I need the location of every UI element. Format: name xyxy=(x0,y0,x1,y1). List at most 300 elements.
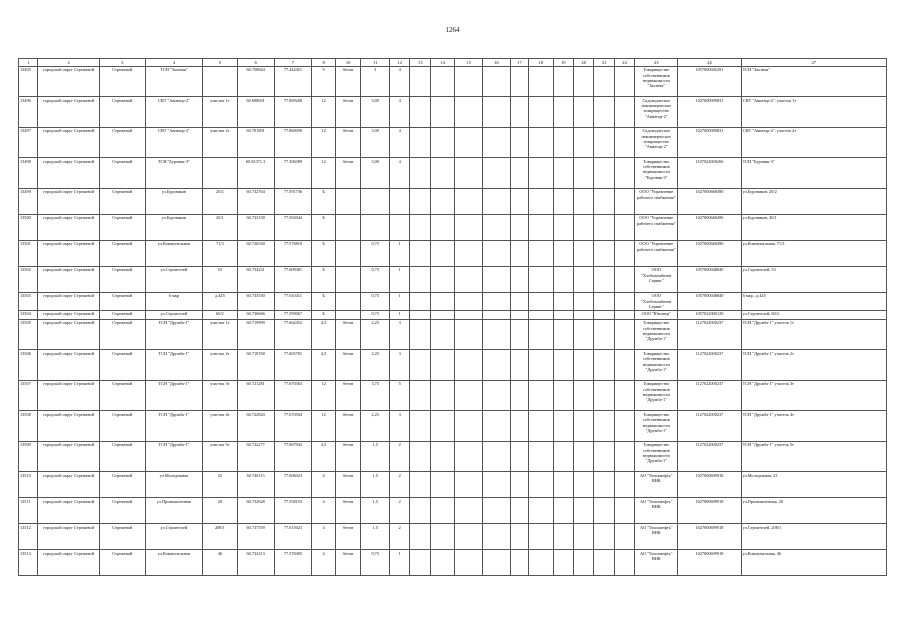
cell-addr: ТСН "Дружба-1" участок 5т xyxy=(741,441,886,472)
cell-street: ул.Молодежная xyxy=(145,472,202,498)
table-row xyxy=(19,266,887,292)
cell-empty xyxy=(573,411,593,442)
cell-empty xyxy=(573,319,593,350)
cell-empty xyxy=(529,266,554,292)
column-header: 14 xyxy=(430,59,455,67)
cell-cnt: 2 xyxy=(390,524,410,550)
cell-empty xyxy=(483,524,511,550)
cell-lat: 60.721281 xyxy=(237,380,274,411)
cell-surface: бетон xyxy=(335,472,361,498)
cell-empty xyxy=(614,310,634,319)
cell-id: 13511 xyxy=(19,498,38,524)
cell-empty xyxy=(410,158,430,189)
cell-empty xyxy=(529,292,554,310)
cell-empty xyxy=(510,266,528,292)
cell-district: городской округ Стрежевой xyxy=(38,550,99,576)
cell-id: 13508 xyxy=(19,411,38,442)
cell-cap: 2,25 xyxy=(361,411,390,442)
cell-lat: 60.722277 xyxy=(237,441,274,472)
cell-addr: ул.Промышленная, 20 xyxy=(741,498,886,524)
cell-empty xyxy=(430,266,455,292)
column-header: 24 xyxy=(678,59,741,67)
cell-empty xyxy=(430,214,455,240)
cell-street: ТСН "Дружба-1" xyxy=(145,380,202,411)
cell-surface: бетон xyxy=(335,411,361,442)
cell-empty xyxy=(455,350,483,381)
cell-empty xyxy=(410,214,430,240)
cell-street: ул.Буровиков xyxy=(145,188,202,214)
cell-area: 4,5 xyxy=(312,441,336,472)
cell-empty xyxy=(510,292,528,310)
cell-empty xyxy=(483,127,511,158)
cell-empty xyxy=(510,214,528,240)
cell-empty xyxy=(553,240,573,266)
cell-addr: ул.Строителей, 60/2 xyxy=(741,310,886,319)
table-row xyxy=(19,441,887,472)
cell-house: участок 2т xyxy=(203,127,238,158)
column-header: 10 xyxy=(335,59,361,67)
column-header: 23 xyxy=(635,59,678,67)
cell-ogrn: 1057000048849 xyxy=(678,266,741,292)
cell-empty xyxy=(410,292,430,310)
cell-surface: бетон xyxy=(335,498,361,524)
cell-area: 4 xyxy=(312,524,336,550)
cell-cnt: 4 xyxy=(390,66,410,97)
cell-lon: 77.558193 xyxy=(274,498,312,524)
cell-cnt: 2 xyxy=(390,441,410,472)
cell-ogrn: 1027000699918 xyxy=(678,472,741,498)
cell-empty xyxy=(529,97,554,128)
cell-surface xyxy=(335,310,361,319)
cell-addr: ул.Молодежная, 23 xyxy=(741,472,886,498)
cell-ogrn: 1027000668490 xyxy=(678,240,741,266)
cell-empty xyxy=(455,472,483,498)
cell-id: 13497 xyxy=(19,127,38,158)
cell-empty xyxy=(430,350,455,381)
cell-cnt: 2 xyxy=(390,472,410,498)
cell-empty xyxy=(594,292,614,310)
table-row xyxy=(19,472,887,498)
cell-district: городской округ Стрежевой xyxy=(38,411,99,442)
cell-cnt: 1 xyxy=(390,266,410,292)
cell-cap xyxy=(361,188,390,214)
cell-empty xyxy=(483,97,511,128)
cell-empty xyxy=(510,240,528,266)
table-row xyxy=(19,380,887,411)
cell-empty xyxy=(529,550,554,576)
cell-district: городской округ Стрежевой xyxy=(38,472,99,498)
cell-empty xyxy=(573,188,593,214)
cell-lon: 77.609381 xyxy=(274,266,312,292)
cell-empty xyxy=(529,411,554,442)
column-header: 4 xyxy=(145,59,202,67)
cell-id: 13495 xyxy=(19,66,38,97)
cell-empty xyxy=(529,158,554,189)
cell-house: участок 4т xyxy=(203,411,238,442)
cell-empty xyxy=(455,310,483,319)
cell-lat: 60.81371.3 xyxy=(237,158,274,189)
cell-empty xyxy=(483,380,511,411)
cell-empty xyxy=(410,266,430,292)
cell-lat: 60.737559 xyxy=(237,524,274,550)
table-row xyxy=(19,310,887,319)
table-row xyxy=(19,127,887,158)
cell-empty xyxy=(529,66,554,97)
cell-ogrn: 1027000668490 xyxy=(678,188,741,214)
cell-empty xyxy=(430,441,455,472)
cell-surface: бетон xyxy=(335,441,361,472)
cell-cap: 0,75 xyxy=(361,266,390,292)
cell-empty xyxy=(483,411,511,442)
cell-lat: 60.736666 xyxy=(237,310,274,319)
cell-street: 6 мкр xyxy=(145,292,202,310)
cell-empty xyxy=(529,472,554,498)
cell-cnt: 3 xyxy=(390,350,410,381)
cell-area: Б xyxy=(312,240,336,266)
cell-lat: 60.734231 xyxy=(237,266,274,292)
cell-street: ул.Строителей xyxy=(145,524,202,550)
cell-lon: 77.610411 xyxy=(274,292,312,310)
cell-city: Стрежевой xyxy=(99,158,145,189)
cell-empty xyxy=(614,319,634,350)
cell-district: городской округ Стрежевой xyxy=(38,310,99,319)
cell-empty xyxy=(455,240,483,266)
column-header: 12 xyxy=(390,59,410,67)
column-header: 6 xyxy=(237,59,274,67)
cell-cnt: 1 xyxy=(390,310,410,319)
cell-surface: бетон xyxy=(335,97,361,128)
cell-district: городской округ Стрежевой xyxy=(38,319,99,350)
cell-empty xyxy=(594,380,614,411)
cell-lon: 77.670504 xyxy=(274,411,312,442)
cell-empty xyxy=(614,127,634,158)
cell-empty xyxy=(529,350,554,381)
cell-empty xyxy=(594,498,614,524)
cell-cnt: 4 xyxy=(390,127,410,158)
cell-empty xyxy=(553,498,573,524)
cell-id: 13509 xyxy=(19,441,38,472)
cell-id: 13502 xyxy=(19,266,38,292)
cell-empty xyxy=(430,66,455,97)
cell-empty xyxy=(483,66,511,97)
cell-ogrn: 1057000048849 xyxy=(678,292,741,310)
cell-city: Стрежевой xyxy=(99,319,145,350)
cell-id: 13512 xyxy=(19,524,38,550)
cell-empty xyxy=(573,441,593,472)
cell-empty xyxy=(410,127,430,158)
cell-empty xyxy=(510,188,528,214)
cell-street: СНТ "Авиатор-2" xyxy=(145,127,202,158)
cell-empty xyxy=(410,350,430,381)
cell-cap: 1,5 xyxy=(361,441,390,472)
cell-cnt xyxy=(390,188,410,214)
cell-city: Стрежевой xyxy=(99,266,145,292)
cell-city: Стрежевой xyxy=(99,127,145,158)
cell-street: ТСН "Дружба-1" xyxy=(145,350,202,381)
cell-empty xyxy=(410,411,430,442)
cell-cnt xyxy=(390,214,410,240)
cell-empty xyxy=(529,498,554,524)
cell-cap: 3,00 xyxy=(361,158,390,189)
cell-district: городской округ Стрежевой xyxy=(38,66,99,97)
cell-lon: 77.592044 xyxy=(274,214,312,240)
cell-empty xyxy=(614,266,634,292)
cell-empty xyxy=(614,472,634,498)
cell-empty xyxy=(483,472,511,498)
cell-ogrn: 1127022000237 xyxy=(678,319,741,350)
cell-city: Стрежевой xyxy=(99,188,145,214)
cell-district: городской округ Стрежевой xyxy=(38,240,99,266)
cell-ogrn: 1127022000237 xyxy=(678,380,741,411)
cell-empty xyxy=(410,319,430,350)
cell-house: 208/1 xyxy=(203,524,238,550)
cell-addr: ул.Буровиков, 20/2 xyxy=(741,188,886,214)
cell-cnt: 4 xyxy=(390,97,410,128)
cell-id: 13501 xyxy=(19,240,38,266)
cell-cap: 1,5 xyxy=(361,498,390,524)
cell-empty xyxy=(573,498,593,524)
cell-empty xyxy=(614,240,634,266)
cell-id: 13499 xyxy=(19,188,38,214)
cell-empty xyxy=(594,472,614,498)
cell-empty xyxy=(410,310,430,319)
cell-empty xyxy=(553,292,573,310)
cell-area: Б xyxy=(312,188,336,214)
cell-empty xyxy=(573,292,593,310)
cell-lon: 77.306389 xyxy=(274,158,312,189)
cell-lon: 77.442451 xyxy=(274,66,312,97)
cell-cnt: 3 xyxy=(390,319,410,350)
cell-city: Стрежевой xyxy=(99,380,145,411)
cell-street: ул.Строителей xyxy=(145,266,202,292)
column-header: 17 xyxy=(510,59,528,67)
cell-lat: 60.719999 xyxy=(237,319,274,350)
cell-empty xyxy=(455,524,483,550)
cell-addr: ул.Строителей, 53 xyxy=(741,266,886,292)
cell-empty xyxy=(529,380,554,411)
cell-empty xyxy=(573,310,593,319)
cell-empty xyxy=(594,127,614,158)
cell-id: 13496 xyxy=(19,97,38,128)
cell-empty xyxy=(594,266,614,292)
cell-empty xyxy=(410,97,430,128)
cell-area: 12 xyxy=(312,411,336,442)
cell-empty xyxy=(614,411,634,442)
cell-empty xyxy=(455,411,483,442)
cell-area: 4,5 xyxy=(312,350,336,381)
cell-area: 4 xyxy=(312,550,336,576)
cell-empty xyxy=(410,240,430,266)
cell-surface xyxy=(335,266,361,292)
cell-empty xyxy=(553,214,573,240)
cell-house: участок 1т xyxy=(203,97,238,128)
cell-empty xyxy=(455,188,483,214)
cell-cap: 2,25 xyxy=(361,350,390,381)
cell-empty xyxy=(594,550,614,576)
cell-id: 13500 xyxy=(19,214,38,240)
cell-id: 13506 xyxy=(19,350,38,381)
cell-lon: 77.591736 xyxy=(274,188,312,214)
cell-district: городской округ Стрежевой xyxy=(38,97,99,128)
cell-lat: 60.722820 xyxy=(237,411,274,442)
cell-empty xyxy=(483,441,511,472)
cell-area: 12 xyxy=(312,380,336,411)
cell-cnt: 2 xyxy=(390,498,410,524)
cell-empty xyxy=(510,498,528,524)
column-header: 18 xyxy=(529,59,554,67)
cell-cnt: 1 xyxy=(390,240,410,266)
cell-empty xyxy=(553,310,573,319)
cell-addr: ул.Коммунальная, 46 xyxy=(741,550,886,576)
cell-cap: 0,75 xyxy=(361,240,390,266)
cell-lon: 77.576818 xyxy=(274,240,312,266)
cell-city: Стрежевой xyxy=(99,524,145,550)
cell-empty xyxy=(483,319,511,350)
cell-area: Б xyxy=(312,310,336,319)
cell-addr: ул.Коммунальная, 71/3 xyxy=(741,240,886,266)
cell-lat: 60.701891 xyxy=(237,127,274,158)
cell-empty xyxy=(510,97,528,128)
cell-lat: 60.698601 xyxy=(237,97,274,128)
cell-empty xyxy=(483,310,511,319)
cell-owner: АО "Томскнефть" ВНК xyxy=(635,524,678,550)
column-header: 15 xyxy=(455,59,483,67)
cell-owner: АО "Томскнефть" ВНК xyxy=(635,472,678,498)
cell-empty xyxy=(614,441,634,472)
cell-empty xyxy=(510,550,528,576)
cell-addr: ТСН "Буровик-3" xyxy=(741,158,886,189)
cell-empty xyxy=(410,188,430,214)
cell-cap: 3,00 xyxy=(361,97,390,128)
cell-empty xyxy=(510,411,528,442)
cell-district: городской округ Стрежевой xyxy=(38,498,99,524)
cell-empty xyxy=(510,127,528,158)
cell-house xyxy=(203,158,238,189)
cell-city: Стрежевой xyxy=(99,498,145,524)
cell-city: Стрежевой xyxy=(99,411,145,442)
cell-city: Стрежевой xyxy=(99,441,145,472)
cell-district: городской округ Стрежевой xyxy=(38,158,99,189)
cell-owner: Товарищество собственников недвижимости "Дружба-1" xyxy=(635,441,678,472)
cell-empty xyxy=(430,550,455,576)
cell-district: городской округ Стрежевой xyxy=(38,127,99,158)
column-header: 2 xyxy=(38,59,99,67)
cell-empty xyxy=(510,310,528,319)
cell-id: 13504 xyxy=(19,310,38,319)
cell-empty xyxy=(455,380,483,411)
cell-id: 13507 xyxy=(19,380,38,411)
cell-empty xyxy=(594,214,614,240)
cell-empty xyxy=(510,350,528,381)
cell-empty xyxy=(430,158,455,189)
cell-lon: 77.670363 xyxy=(274,380,312,411)
cell-street: ТСН "Дружба-1" xyxy=(145,411,202,442)
cell-lon: 77.615023 xyxy=(274,524,312,550)
cell-ogrn: 1027000699918 xyxy=(678,498,741,524)
cell-street: ул.Строителей xyxy=(145,310,202,319)
cell-owner: ООО "Управление рабочего снабжения" xyxy=(635,188,678,214)
cell-cap: 3,75 xyxy=(361,380,390,411)
table-row xyxy=(19,524,887,550)
cell-owner: Товарищество собственников недвижимости "Дружба-1" xyxy=(635,319,678,350)
cell-district: городской округ Стрежевой xyxy=(38,266,99,292)
cell-surface: бетон xyxy=(335,66,361,97)
cell-street: ул.Коммунальная xyxy=(145,240,202,266)
cell-empty xyxy=(573,240,593,266)
cell-house: участок 2т xyxy=(203,350,238,381)
column-header: 1 xyxy=(19,59,38,67)
cell-owner: ООО "Управление рабочего снабжения" xyxy=(635,214,678,240)
cell-area: 9 xyxy=(312,66,336,97)
cell-empty xyxy=(614,550,634,576)
cell-street: ул.Буровиков xyxy=(145,214,202,240)
cell-empty xyxy=(573,350,593,381)
table-row xyxy=(19,240,887,266)
table-row xyxy=(19,97,887,128)
column-header: 11 xyxy=(361,59,390,67)
cell-house: участок 5т xyxy=(203,441,238,472)
registry-table xyxy=(18,58,887,576)
cell-empty xyxy=(410,550,430,576)
column-header: 5 xyxy=(203,59,238,67)
cell-owner: Садоводческое некоммерческое товарищество "Авиатор-2" xyxy=(635,127,678,158)
column-header: 8 xyxy=(312,59,336,67)
cell-empty xyxy=(455,127,483,158)
cell-house: участок 3т xyxy=(203,380,238,411)
cell-empty xyxy=(573,214,593,240)
cell-empty xyxy=(594,411,614,442)
cell-empty xyxy=(529,188,554,214)
cell-street: ул.Коммунальная xyxy=(145,550,202,576)
cell-surface: бетон xyxy=(335,319,361,350)
cell-area: 12 xyxy=(312,97,336,128)
cell-cap: 1,5 xyxy=(361,472,390,498)
cell-cap: 3,00 xyxy=(361,127,390,158)
cell-district: городской округ Стрежевой xyxy=(38,214,99,240)
cell-empty xyxy=(430,498,455,524)
cell-empty xyxy=(455,550,483,576)
cell-empty xyxy=(529,240,554,266)
cell-owner: Товарищество собственников недвижимости "Дружба-1" xyxy=(635,350,678,381)
cell-empty xyxy=(455,441,483,472)
cell-empty xyxy=(594,310,614,319)
cell-cnt: 1 xyxy=(390,550,410,576)
cell-district: городской округ Стрежевой xyxy=(38,188,99,214)
column-header: 13 xyxy=(410,59,430,67)
cell-empty xyxy=(483,350,511,381)
cell-empty xyxy=(594,97,614,128)
cell-empty xyxy=(430,127,455,158)
cell-lon: 77.578495 xyxy=(274,550,312,576)
column-header: 20 xyxy=(573,59,593,67)
cell-empty xyxy=(553,411,573,442)
cell-city: Стрежевой xyxy=(99,310,145,319)
cell-addr: СНТ "Авиатор-2", участок 1т xyxy=(741,97,886,128)
cell-owner: Товарищество собственников недвижимости "Буровик-3" xyxy=(635,158,678,189)
cell-area: Б xyxy=(312,214,336,240)
cell-empty xyxy=(553,319,573,350)
cell-empty xyxy=(510,158,528,189)
cell-empty xyxy=(614,97,634,128)
table-row xyxy=(19,411,887,442)
column-header: 16 xyxy=(483,59,511,67)
cell-empty xyxy=(594,158,614,189)
cell-cap: 2,25 xyxy=(361,319,390,350)
cell-empty xyxy=(510,441,528,472)
cell-cnt: 5 xyxy=(390,380,410,411)
cell-empty xyxy=(594,441,614,472)
cell-house: 60/2 xyxy=(203,310,238,319)
